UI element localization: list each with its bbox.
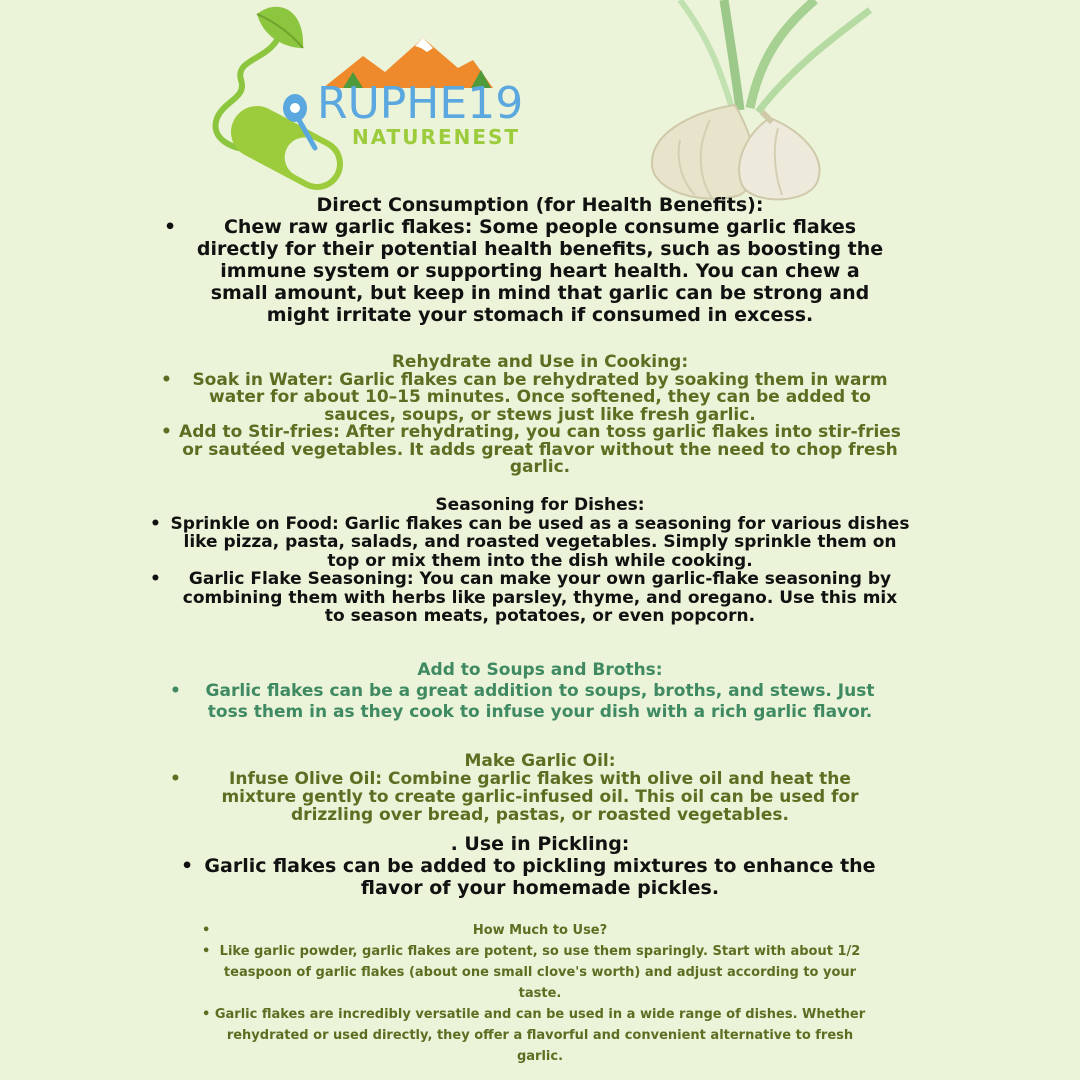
list-item [181,855,885,899]
list-item [202,920,870,941]
brand-tagline: NATURENEST [352,125,521,149]
item-text: Sprinkle on Food: Garlic flakes can be used as a seasoning for various dishes like pizza, pasta, salads, and roasted vegetables. Simply sprinkle them on top or mix them into the dish while cooking. [170,513,910,571]
section-heading: Make Garlic Oil: [464,751,616,771]
section-how-much [0,920,1080,1067]
item-text: Garlic Flake Seasoning: You can make your own garlic-flake seasoning by combining them with herbs like parsley, thyme, and oregano. Use this mix to season meats, potatoes, or even popcorn. [182,569,898,626]
bullet: • [170,681,181,701]
section-soups [0,660,1080,723]
item-text: Add to Stir-fries: After rehydrating, you can toss garlic flakes into stir-fries or sautéed vegetables. It adds great flavor without the need to chop fresh garlic. [179,422,901,477]
bullet: • [202,1007,211,1022]
list-item [170,769,890,825]
section-heading: Rehydrate and Use in Cooking: [391,352,689,372]
bullet: • [150,513,161,534]
list-item [161,422,905,477]
bullet: • [161,369,172,390]
item-text: Chew raw garlic flakes: Some people consume garlic flakes directly for their potential health benefits, such as boosting the immune system or supporting heart health. You can chew a small amount, but keep in mind that garlic can be strong and might irritate your stomach if consumed in excess. [196,216,884,326]
section-heading: Add to Soups and Broths: [417,660,663,680]
section-rehydrate [0,354,1080,477]
bullet: • [181,855,194,877]
bullet: • [164,216,177,238]
bullet: • [161,422,172,442]
item-text: Infuse Olive Oil: Combine garlic flakes with olive oil and heat the mixture gently to create garlic-infused oil. This oil can be used for drizzling over bread, pastas, or roasted vegetables. [221,769,859,825]
bullet: • [150,569,161,589]
brand-logo [205,0,525,195]
list-item [164,216,890,326]
list-item [161,369,905,425]
section-pickling [0,833,1080,899]
item-text: Like garlic powder, garlic flakes are potent, so use them sparingly. Start with about 1/2 teaspoon of garlic flakes (about one small clove's worth) and adjust according to your taste. [219,944,861,1001]
brand-name: RUPHE19 [317,78,524,129]
item-text: Garlic flakes are incredibly versatile and can be used in a wide range of dishes. Whether rehydrated or used directly, they offer a flavorful and convenient alternative to fresh garlic. [214,1007,866,1064]
item-text: Garlic flakes can be a great addition to soups, broths, and stews. Just toss them in as they cook to infuse your dish with a rich garlic flavor. [205,681,875,722]
section-heading: Seasoning for Dishes: [435,495,645,515]
section-heading: . Use in Pickling: [450,833,630,855]
list-item [202,1004,870,1067]
list-item [170,681,890,723]
bullet: • [202,944,211,959]
bullet: • [202,923,211,938]
section-seasoning [0,496,1080,626]
bullet: • [170,769,181,789]
section-heading: How Much to Use? [472,923,608,938]
section-heading: Direct Consumption (for Health Benefits): [316,194,764,216]
item-text: Garlic flakes can be added to pickling mixtures to enhance the flavor of your homemade pickles. [204,855,876,899]
section-garlic-oil [0,752,1080,824]
garlic-bulb-icon [640,0,880,205]
list-item [202,941,870,1004]
item-text: Soak in Water: Garlic flakes can be rehydrated by soaking them in warm water for about 10–15 minutes. Once softened, they can be added to sauces, soups, or stews just like fresh garlic. [192,369,888,425]
section-direct-consumption [0,194,1080,326]
list-item [150,513,910,571]
list-item [150,569,910,626]
